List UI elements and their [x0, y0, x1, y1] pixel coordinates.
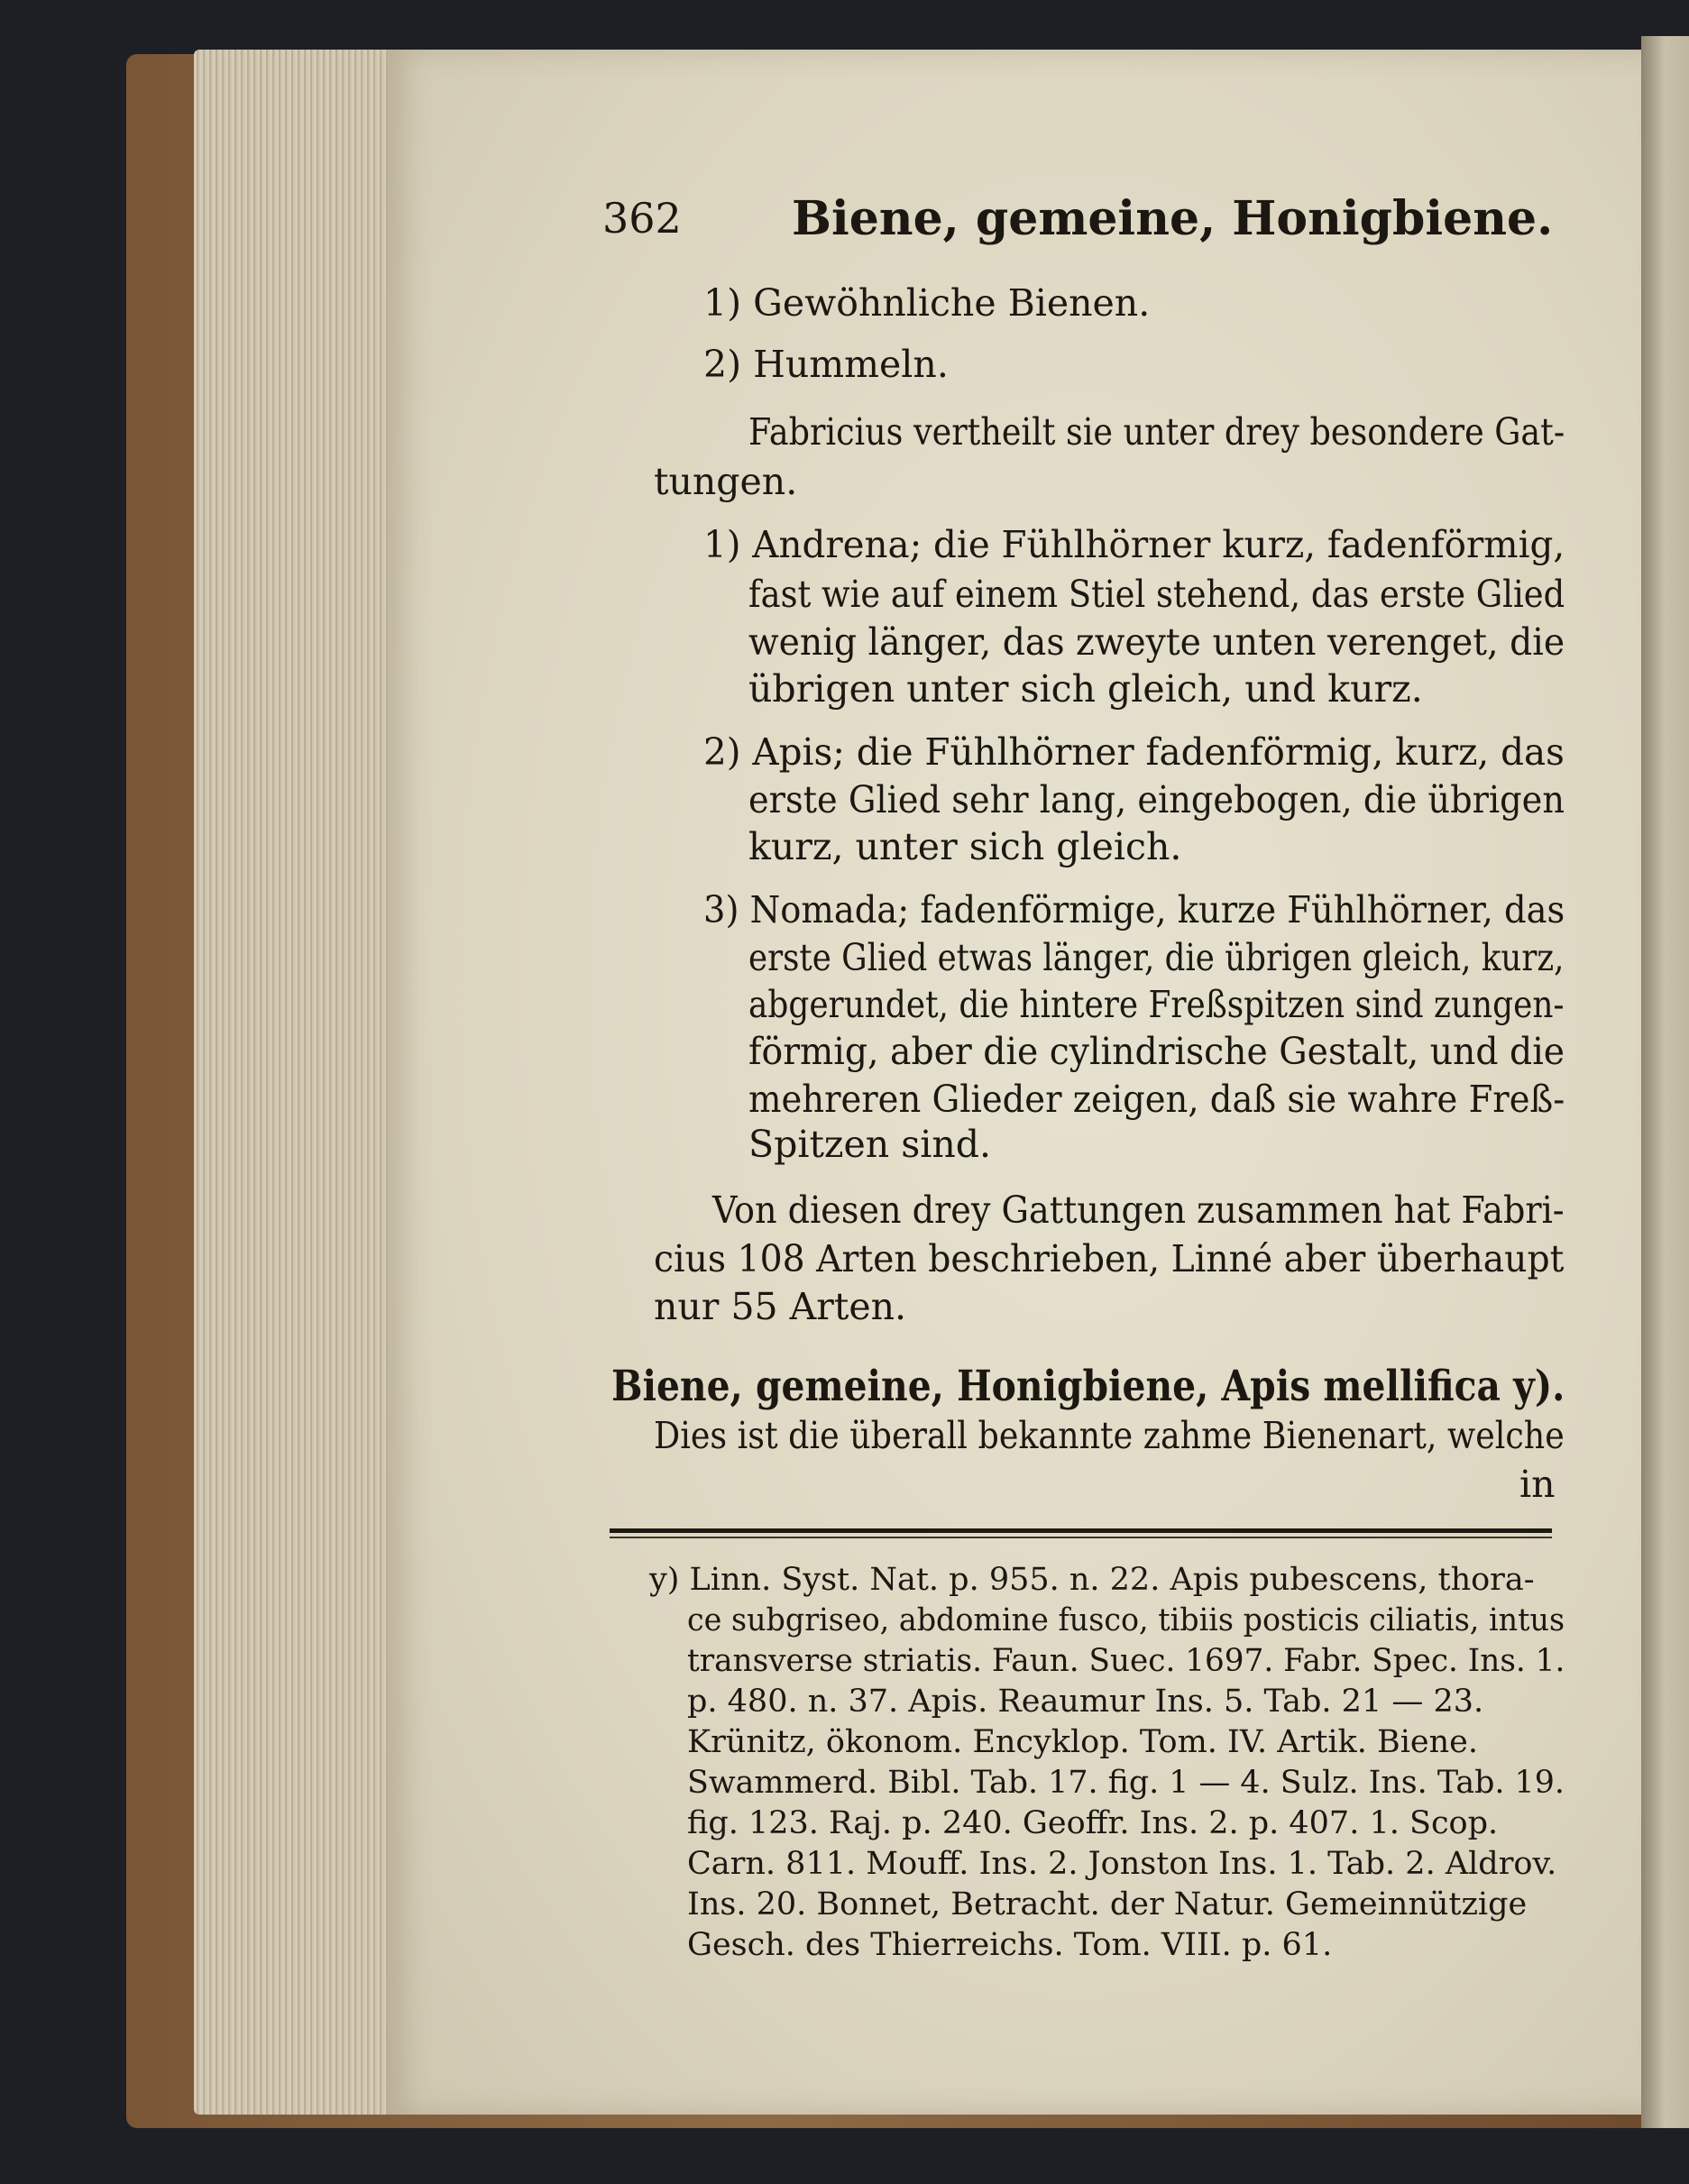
genus-line: übrigen unter sich gleich, und kurz.: [748, 667, 1423, 711]
genus-line: kurz, unter sich gleich.: [748, 825, 1182, 868]
genus-line: abgerundet, die hintere Freßspitzen sind zungen-: [748, 983, 1565, 1026]
genus-line: erste Glied etwas länger, die übrigen gleich, kurz,: [748, 936, 1565, 979]
genus-line: erste Glied sehr lang, eingebogen, die übrigen: [748, 778, 1565, 821]
running-title: Biene, gemeine, Honigbiene.: [792, 191, 1554, 246]
genus-line: förmig, aber die cylindrische Gestalt, und die: [748, 1030, 1565, 1073]
footnote-line: Gesch. des Thierreichs. Tom. VIII. p. 61.: [687, 1927, 1333, 1963]
paragraph-line: Fabricius vertheilt sie unter drey besondere Gat-: [748, 410, 1565, 454]
entry-heading: Biene, gemeine, Honigbiene, Apis mellifica y).: [611, 1362, 1565, 1411]
facing-page-gutter: [1641, 36, 1689, 2128]
page-number: 362: [602, 194, 682, 243]
entry-line: Dies ist die überall bekannte zahme Bienenart, welche: [654, 1414, 1565, 1457]
footnote-rule: [610, 1528, 1552, 1533]
genus-line: fast wie auf einem Stiel stehend, das erste Glied: [748, 573, 1565, 616]
genus-line: 1) Andrena; die Fühlhörner kurz, fadenförmig,: [703, 523, 1565, 566]
footnote-line: Ins. 20. Bonnet, Betracht. der Natur. Gemeinnützige: [687, 1886, 1528, 1922]
catchword: in: [1519, 1463, 1556, 1506]
paragraph-line: nur 55 Arten.: [654, 1285, 907, 1328]
genus-line: Spitzen sind.: [748, 1123, 992, 1166]
paragraph-line: cius 108 Arten beschrieben, Linné aber überhaupt: [654, 1237, 1565, 1280]
footnote-line: Swammerd. Bibl. Tab. 17. fig. 1 — 4. Sulz. Ins. Tab. 19.: [687, 1765, 1565, 1801]
list-item: 2) Hummeln.: [703, 343, 949, 386]
paragraph-line: tungen.: [654, 460, 798, 503]
footnote-line: transverse striatis. Faun. Suec. 1697. Fabr. Spec. Ins. 1.: [687, 1643, 1565, 1679]
footnote-rule-thin: [610, 1537, 1552, 1538]
genus-line: 2) Apis; die Fühlhörner fadenförmig, kurz, das: [703, 730, 1565, 774]
footnote-line: ce subgriseo, abdomine fusco, tibiis posticis ciliatis, intus: [687, 1602, 1565, 1638]
genus-line: 3) Nomada; fadenförmige, kurze Fühlhörner, das: [703, 888, 1565, 931]
footnote-line: Carn. 811. Mouff. Ins. 2. Jonston Ins. 1. Tab. 2. Aldrov.: [687, 1846, 1557, 1882]
genus-line: wenig länger, das zweyte unten verenget, die: [748, 620, 1565, 664]
page-edges: [194, 50, 397, 2115]
footnote-line: fig. 123. Raj. p. 240. Geoffr. Ins. 2. p. 407. 1. Scop.: [687, 1805, 1499, 1841]
footnote-line: y) Linn. Syst. Nat. p. 955. n. 22. Apis pubescens, thora-: [649, 1562, 1535, 1598]
list-item: 1) Gewöhnliche Bienen.: [703, 281, 1151, 325]
footnote-line: Krünitz, ökonom. Encyklop. Tom. IV. Artik. Biene.: [687, 1724, 1479, 1760]
paragraph-line: Von diesen drey Gattungen zusammen hat Fabri-: [712, 1188, 1565, 1232]
genus-line: mehreren Glieder zeigen, daß sie wahre Freß-: [748, 1078, 1565, 1121]
footnote-line: p. 480. n. 37. Apis. Reaumur Ins. 5. Tab. 21 — 23.: [687, 1684, 1484, 1720]
